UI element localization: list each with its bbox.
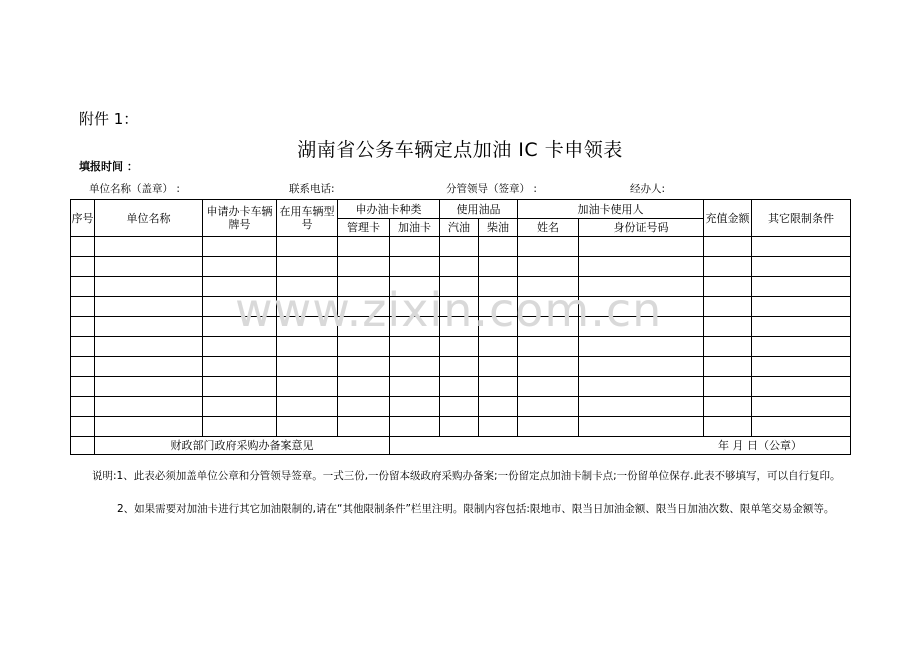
table-cell[interactable]: [71, 397, 95, 417]
table-cell[interactable]: [203, 257, 277, 277]
table-cell[interactable]: [71, 357, 95, 377]
table-cell[interactable]: [390, 377, 440, 397]
table-row: [71, 297, 851, 317]
table-cell[interactable]: [518, 397, 579, 417]
table-cell[interactable]: [479, 357, 518, 377]
table-cell[interactable]: [71, 257, 95, 277]
fill-time-label: 填报时间 ：: [79, 160, 138, 173]
table-row: [71, 317, 851, 337]
attachment-label: 附件 1：: [79, 110, 139, 128]
table-cell[interactable]: [579, 317, 704, 337]
table-cell[interactable]: [390, 417, 440, 437]
table-cell[interactable]: [277, 317, 338, 337]
note-2: 2、如果需要对加油卡进行其它加油限制的,请在“其他限制条件”栏里注明。限制内容包括:限地市、限当日加油金额、限当日加油次数、限单笔交易金额等。: [117, 503, 835, 515]
table-cell[interactable]: [479, 417, 518, 437]
table-cell[interactable]: [479, 317, 518, 337]
note-1: 说明:1、此表必须加盖单位公章和分管领导签章。一式三份,一份留本级政府采购办备案;一份留定点加油卡制卡点;一份留单位保存.此表不够填写，可以自行复印。: [92, 470, 841, 482]
table-cell[interactable]: [518, 257, 579, 277]
table-cell[interactable]: [752, 397, 851, 417]
table-cell[interactable]: [277, 417, 338, 437]
table-cell[interactable]: [752, 237, 851, 257]
phone-field-label: 联系电话:: [289, 183, 335, 195]
table-cell[interactable]: [704, 237, 752, 257]
header-management-card: 管理卡: [338, 219, 390, 237]
table-row: [71, 257, 851, 277]
table-cell[interactable]: [440, 317, 479, 337]
table-cell[interactable]: [579, 237, 704, 257]
table-cell[interactable]: [95, 417, 203, 437]
table-cell[interactable]: [390, 257, 440, 277]
header-card-type: 申办油卡种类: [338, 200, 440, 219]
table-cell[interactable]: [752, 317, 851, 337]
table-cell[interactable]: [579, 357, 704, 377]
table-cell[interactable]: [579, 297, 704, 317]
header-name: 姓名: [518, 219, 579, 237]
table-cell[interactable]: [95, 297, 203, 317]
table-cell[interactable]: [518, 277, 579, 297]
header-plate: 申请办卡车辆牌号: [203, 200, 277, 237]
table-cell[interactable]: [277, 277, 338, 297]
table-cell[interactable]: [203, 417, 277, 437]
unit-name-field-label: 单位名称（盖章） :: [89, 183, 180, 195]
form-title: 湖南省公务车辆定点加油 IC 卡申领表: [297, 139, 623, 161]
table-cell[interactable]: [338, 257, 390, 277]
table-cell[interactable]: [704, 417, 752, 437]
table-cell[interactable]: [95, 337, 203, 357]
table-cell[interactable]: [752, 337, 851, 357]
table-cell[interactable]: [277, 377, 338, 397]
table-cell[interactable]: [704, 397, 752, 417]
table-row: [71, 417, 851, 437]
table-cell[interactable]: [390, 277, 440, 297]
table-cell[interactable]: [579, 337, 704, 357]
table-cell[interactable]: [440, 297, 479, 317]
table-cell[interactable]: [203, 377, 277, 397]
table-cell[interactable]: [277, 237, 338, 257]
table-cell[interactable]: [440, 337, 479, 357]
handler-field-label: 经办人:: [630, 183, 666, 195]
table-cell[interactable]: [338, 357, 390, 377]
table-cell[interactable]: [479, 257, 518, 277]
table-cell[interactable]: [338, 237, 390, 257]
table-cell[interactable]: [277, 337, 338, 357]
table-cell[interactable]: [479, 337, 518, 357]
table-cell[interactable]: [71, 297, 95, 317]
table-cell[interactable]: [579, 417, 704, 437]
table-cell[interactable]: [71, 417, 95, 437]
table-cell[interactable]: [704, 317, 752, 337]
table-row: [71, 397, 851, 417]
table-cell[interactable]: [518, 357, 579, 377]
header-gasoline: 汽油: [440, 219, 479, 237]
table-cell[interactable]: [704, 357, 752, 377]
table-cell[interactable]: [277, 297, 338, 317]
table-cell[interactable]: [338, 277, 390, 297]
header-seq: 序号: [71, 200, 95, 237]
table-cell[interactable]: [71, 317, 95, 337]
table-cell[interactable]: [752, 377, 851, 397]
table-cell[interactable]: [479, 297, 518, 317]
table-cell[interactable]: [338, 297, 390, 317]
table-cell[interactable]: [95, 377, 203, 397]
table-cell[interactable]: [338, 377, 390, 397]
table-cell[interactable]: [704, 337, 752, 357]
table-cell[interactable]: [390, 357, 440, 377]
leader-field-label: 分管领导（签章） :: [446, 183, 537, 195]
table-cell[interactable]: [95, 237, 203, 257]
table-cell[interactable]: [390, 237, 440, 257]
watermark: www.zixin.com.cn: [235, 283, 663, 337]
table-cell[interactable]: [71, 277, 95, 297]
table-cell[interactable]: [440, 377, 479, 397]
table-cell[interactable]: [518, 297, 579, 317]
table-cell[interactable]: [203, 277, 277, 297]
table-cell[interactable]: [95, 257, 203, 277]
header-diesel: 柴油: [479, 219, 518, 237]
table-cell[interactable]: [95, 317, 203, 337]
table-cell[interactable]: [518, 337, 579, 357]
table-cell[interactable]: [95, 397, 203, 417]
table-cell[interactable]: [518, 417, 579, 437]
table-cell[interactable]: [440, 417, 479, 437]
table-cell[interactable]: [479, 397, 518, 417]
table-cell[interactable]: [752, 257, 851, 277]
table-cell[interactable]: [752, 277, 851, 297]
table-cell[interactable]: [338, 417, 390, 437]
table-cell[interactable]: [752, 357, 851, 377]
table-cell[interactable]: [390, 337, 440, 357]
finance-opinion-label: 财政部门政府采购办备案意见: [95, 437, 390, 455]
header-oil-type: 使用油品: [440, 200, 518, 219]
table-cell[interactable]: [338, 337, 390, 357]
table-cell[interactable]: [440, 357, 479, 377]
table-cell[interactable]: [390, 397, 440, 417]
table-cell[interactable]: [440, 397, 479, 417]
table-cell[interactable]: [277, 357, 338, 377]
table-cell[interactable]: [203, 297, 277, 317]
table-cell[interactable]: [579, 277, 704, 297]
seal-date-label: 年 月 日（公章）: [390, 437, 851, 455]
table-row: [71, 277, 851, 297]
table-cell[interactable]: [479, 377, 518, 397]
table-cell[interactable]: [440, 257, 479, 277]
table-cell[interactable]: [338, 397, 390, 417]
application-table: [70, 199, 851, 455]
table-cell[interactable]: [203, 337, 277, 357]
header-amount: 充值金额: [704, 200, 752, 237]
table-cell[interactable]: [71, 377, 95, 397]
table-cell[interactable]: [479, 277, 518, 297]
table-cell[interactable]: [440, 277, 479, 297]
table-cell[interactable]: [518, 237, 579, 257]
header-id-number: 身份证号码: [579, 219, 704, 237]
table-cell[interactable]: [518, 317, 579, 337]
header-card-user: 加油卡使用人: [518, 200, 704, 219]
table-cell[interactable]: [704, 277, 752, 297]
table-cell[interactable]: [390, 297, 440, 317]
table-cell[interactable]: [752, 297, 851, 317]
table-cell[interactable]: [752, 417, 851, 437]
table-cell[interactable]: [704, 257, 752, 277]
table-cell[interactable]: [71, 237, 95, 257]
table-cell[interactable]: [203, 237, 277, 257]
table-cell[interactable]: [518, 377, 579, 397]
table-cell[interactable]: [71, 337, 95, 357]
table-row: [71, 337, 851, 357]
table-cell[interactable]: [95, 357, 203, 377]
table-cell[interactable]: [277, 257, 338, 277]
header-fuel-card: 加油卡: [390, 219, 440, 237]
table-cell[interactable]: [390, 317, 440, 337]
table-cell[interactable]: [704, 377, 752, 397]
header-unit-name: 单位名称: [95, 200, 203, 237]
table-row: [71, 377, 851, 397]
table-cell[interactable]: [95, 277, 203, 297]
table-cell[interactable]: [203, 317, 277, 337]
table-cell[interactable]: [203, 357, 277, 377]
footer-empty-cell: [71, 437, 95, 455]
table-cell[interactable]: [579, 377, 704, 397]
table-cell[interactable]: [440, 237, 479, 257]
table-cell[interactable]: [579, 397, 704, 417]
table-cell[interactable]: [277, 397, 338, 417]
table-cell[interactable]: [579, 257, 704, 277]
table-cell[interactable]: [479, 237, 518, 257]
table-row: [71, 237, 851, 257]
table-cell[interactable]: [338, 317, 390, 337]
table-row: [71, 357, 851, 377]
header-other-limits: 其它限制条件: [752, 200, 851, 237]
table-cell[interactable]: [203, 397, 277, 417]
header-model: 在用车辆型号: [277, 200, 338, 237]
table-cell[interactable]: [704, 297, 752, 317]
